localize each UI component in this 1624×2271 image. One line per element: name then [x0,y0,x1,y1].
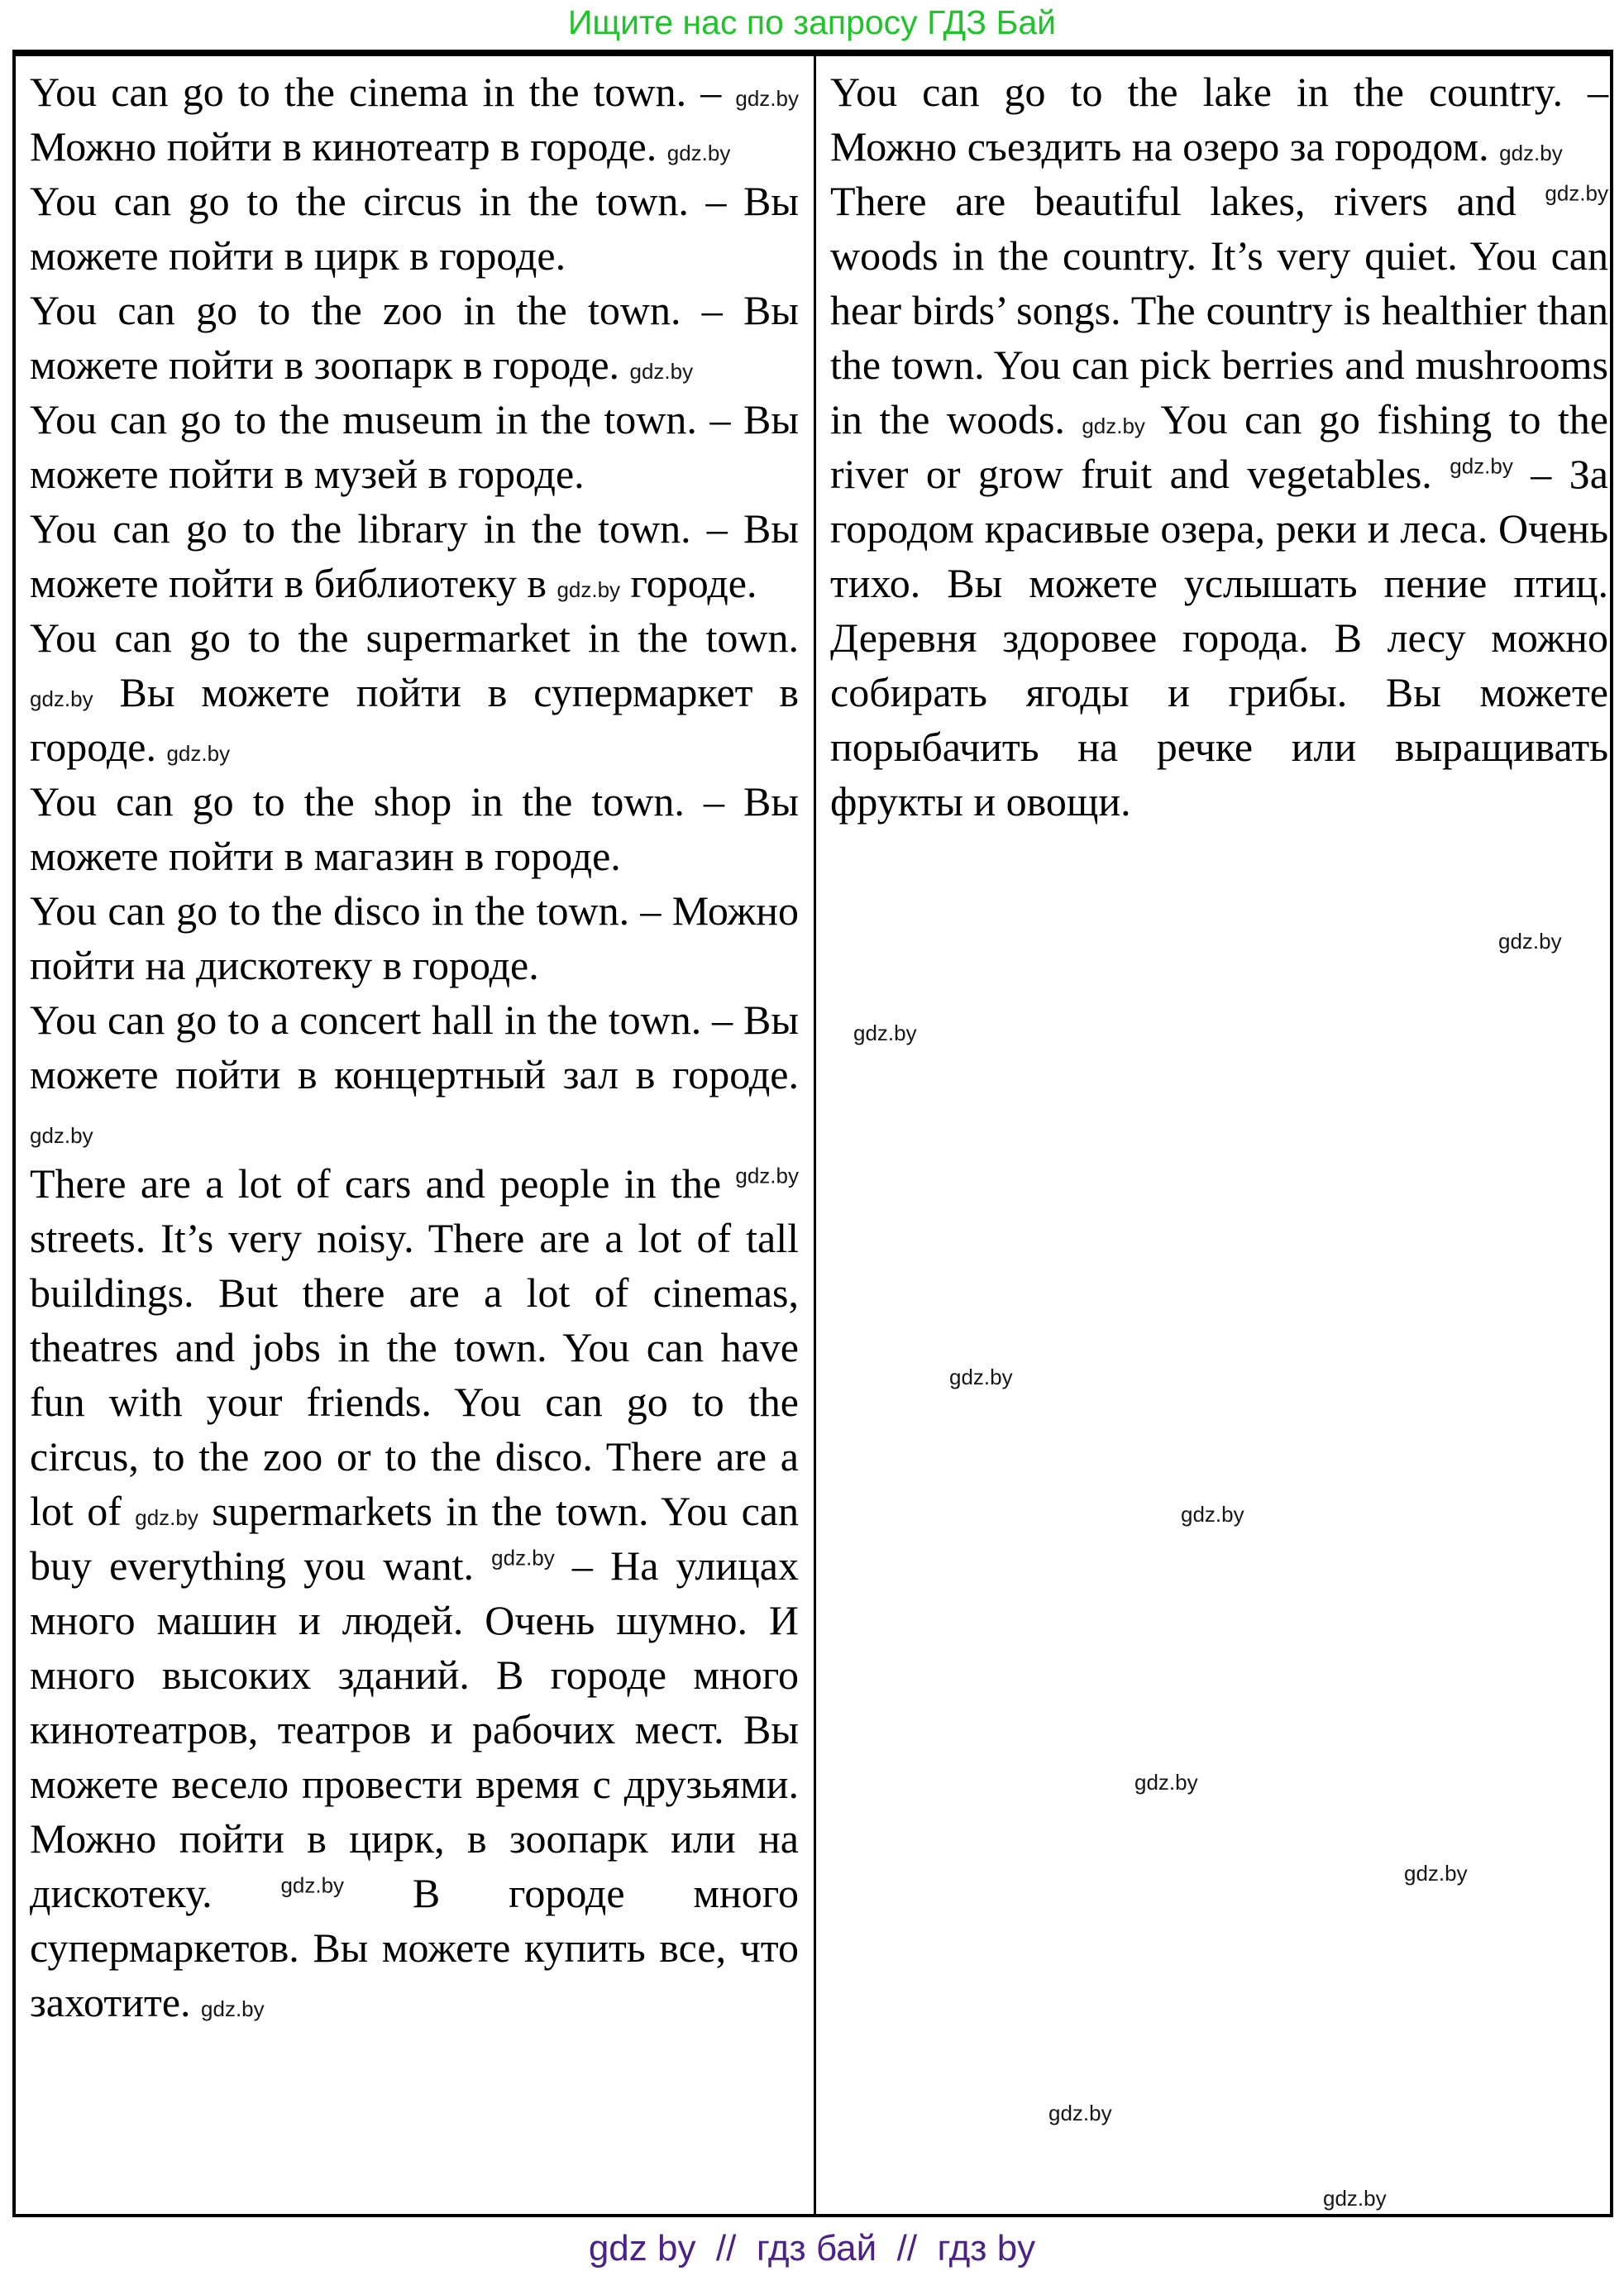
gdz-watermark: gdz.by [491,1545,555,1571]
paragraph: There are a lot of cars and people in the $^{gdz.by}$ streets. It’s very noisy. There are a lot of tall buildings. But there are a lot of cinemas, theatres and jobs in the town. You can have fun with your friends. You can go to the circus, to the zoo or to the disco. There are a lot of gdz.by supermarkets in the town. You can buy everything you want. $^{gdz.by}$ – На улицах много машин и людей. Очень шумно. И много высоких зданий. В городе много кинотеатров, театров и рабочих мест. Вы можете весело провести время с друзьями. Можно пойти в цирк, в зоопарк или на дискотеку. $^{gdz.by}$ В городе много супермаркетов. Вы можете купить все, что захотите. gdz.by [30,1160,800,2025]
gdz-watermark: gdz.by [1181,1502,1244,1527]
paragraph: You can go to the museum in the town. – Вы можете пойти в музей в городе. [30,396,799,497]
paragraph: You can go to the zoo in the town. – Вы можете пойти в зоопарк в городе. gdz.by [30,287,799,388]
gdz-watermark: gdz.by [853,1021,917,1045]
gdz-watermark: gdz.by [1498,929,1562,954]
column-divider [814,50,816,2216]
gdz-watermark: gdz.by [1134,1770,1198,1795]
gdz-watermark: gdz.by [166,741,231,766]
gdz-watermark: gdz.by [1499,141,1563,165]
gdz-watermark: gdz.by [30,1123,93,1148]
gdz-watermark: gdz.by [1545,180,1608,206]
gdz-watermark: gdz.by [735,86,799,111]
paragraph: You can go to the lake in the country. – Можно съездить на озеро за городом. gdz.by [830,69,1608,170]
paragraph: You can go to the shop in the town. – Вы можете пойти в магазин в городе. [30,778,799,879]
gdz-watermark: gdz.by [201,1996,265,2021]
paragraph: You can go to the supermarket in the town. gdz.by Вы можете пойти в супермаркет в городе. gdz.by [30,614,799,770]
page-header: Ищите нас по запросу ГДЗ Бай [567,3,1057,41]
gdz-watermark: gdz.by [1450,453,1513,479]
gdz-watermark: gdz.by [30,686,93,711]
left-column-town-text [30,65,799,2030]
paragraph: You can go to the circus in the town. – Вы можете пойти в цирк в городе. [30,178,799,279]
gdz-watermark: gdz.by [949,1365,1013,1389]
gdz-watermark: gdz.by [735,1163,799,1188]
right-column-country-text [830,65,1608,829]
gdz-watermark: gdz.by [1323,2186,1387,2211]
paragraph: You can go to the disco in the town. – Можно пойти на дискотеку в городе. [30,887,799,988]
gdz-watermark: gdz.by [1082,414,1145,438]
gdz-watermark: gdz.by [280,1872,345,1898]
gdz-watermark: gdz.by [135,1505,198,1530]
paragraph: You can go to a concert hall in the town. – Вы можете пойти в концертный зал в городе. gdz.by [30,997,799,1148]
paragraph: You can go to the cinema in the town. – gdz.by Можно пойти в кинотеатр в городе. gdz.by [30,69,799,170]
gdz-watermark: gdz.by [629,359,694,384]
paragraph: You can go to the library in the town. – Вы можете пойти в библиотеку в gdz.by городе. [30,505,799,606]
gdz-watermark: gdz.by [1048,2101,1112,2125]
gdz-watermark: gdz.by [556,577,621,602]
gdz-watermark: gdz.by [666,141,731,165]
paragraph: There are beautiful lakes, rivers and $^{gdz.by}$ woods in the country. It’s very quiet. You can hear birds’ songs. The country is healthier than the town. You can pick berries and mushrooms in the woods. gdz.by You can go fishing to the river or grow fruit and vegetables. $^{gdz.by}$ – За городом красивые озера, реки и леса. Очень тихо. Вы можете услышать пение птиц. Деревня здоровее города. В лесу можно собирать ягоды и грибы. Вы можете порыбачить на речке или выращивать фрукты и овощи. [830,178,1608,825]
page-footer: gdz by // гдз бай // гдз by [588,2228,1036,2269]
gdz-watermark: gdz.by [1404,1861,1468,1886]
